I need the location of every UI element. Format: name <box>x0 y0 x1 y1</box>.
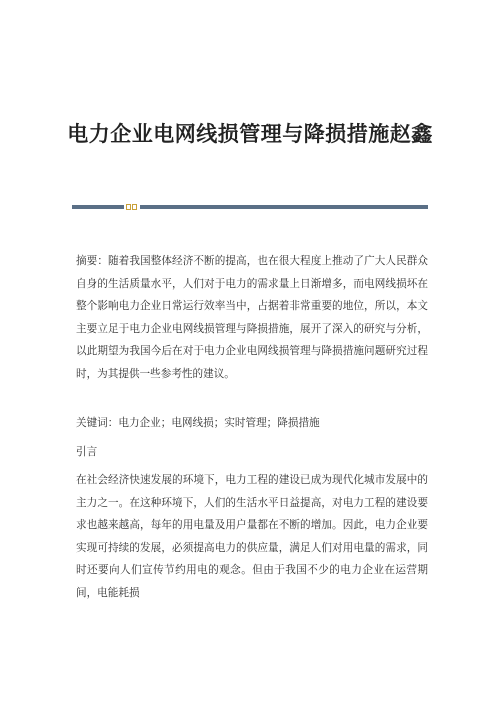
keywords-paragraph <box>76 412 428 435</box>
intro-paragraph: 在社会经济快速发展的环境下，电力工程的建设已成为现代化城市发展中的主力之一。在这种环境下，人们的生活水平日益提高，对电力工程的建设要求也越来越高，每年的用电量及用户量都在不断的增加。因此，电力企业要实现可持续的发展，必须提高电力的供应量，满足人们对用电量的需求，同时还要向人们宣传节约用电的观念。但由于我国不少的电力企业在运营期间，电能耗损 <box>76 474 428 599</box>
section-heading: 引言 <box>76 446 98 458</box>
divider-bar-left <box>72 205 124 209</box>
keywords-label: 关键词： <box>76 417 119 429</box>
keywords-text: 电力企业；电网线损；实时管理；降损措施 <box>118 417 320 429</box>
abstract-paragraph <box>76 250 428 386</box>
document-title: 电力企业电网线损管理与降损措施赵鑫 <box>67 121 433 146</box>
divider-ornament-icon <box>126 204 138 210</box>
divider-ornament-square <box>132 204 137 210</box>
divider-ornament-square <box>126 204 131 210</box>
divider-bar-right <box>140 205 428 209</box>
title-divider <box>72 203 428 211</box>
abstract-text: 随着我国整体经济不断的提高，也在很大程度上推动了广大人民群众自身的生活质量水平，人们对于电力的需求量上日渐增多，而电网线损坏在整个影响电力企业日常运行效率当中，占据着非常重要的地位，所以，本文主要立足于电力企业电网线损管理与降损措施，展开了深入的研究与分析，以此期望为我国今后在对于电力企业电网线损管理与降损措施问题研究过程时，为其提供一些参考性的建议。 <box>76 255 429 380</box>
abstract-label: 摘要： <box>76 255 109 267</box>
